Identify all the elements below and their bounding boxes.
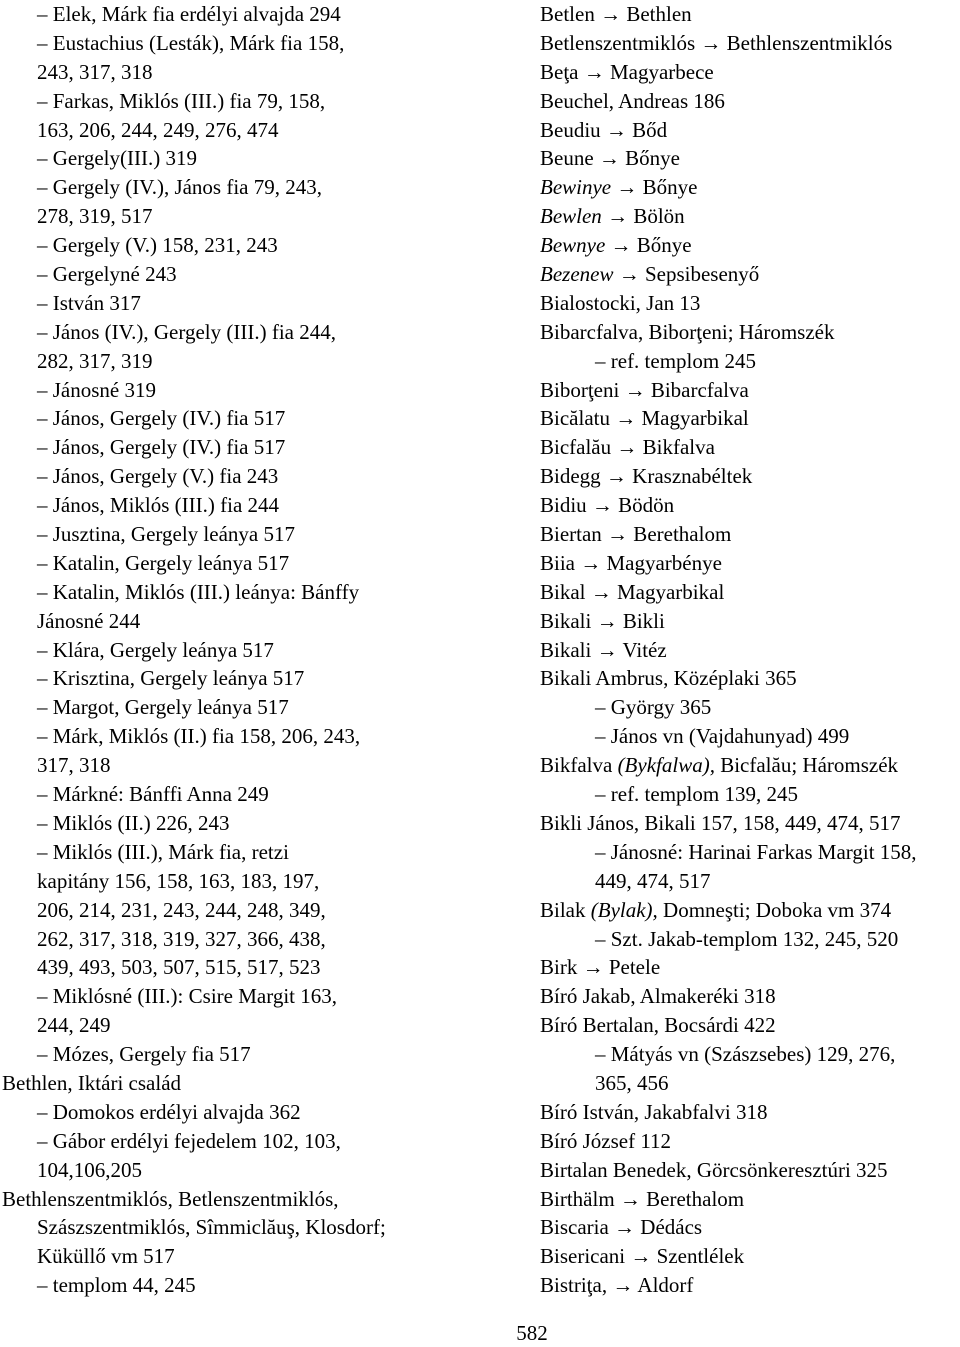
index-entry-line (540, 636, 960, 665)
index-entry-text: Bidegg → Krasznabéltek (540, 464, 753, 489)
index-entry-text: Bialostocki, Jan 13 (540, 290, 701, 315)
index-entry-line (540, 231, 960, 260)
index-entry-text: Beţa → Magyarbece (540, 59, 714, 84)
index-entry-line (540, 376, 960, 405)
index-entry-text: Bíró József 112 (540, 1128, 672, 1153)
index-entry-line (540, 404, 960, 433)
index-entry-line (540, 722, 960, 751)
index-entry-variant: Bewinye (540, 175, 612, 200)
index-entry-line (2, 1069, 472, 1098)
index-entry-text: – Mózes, Gergely fia 517 (37, 1042, 251, 1067)
index-entry-text: – Katalin, Miklós (III.) leánya: Bánffy (37, 579, 360, 604)
index-entry-line (540, 87, 960, 116)
index-entry-text: Beuchel, Andreas 186 (540, 88, 725, 113)
index-entry-line (2, 116, 472, 145)
index-entry-text: – Farkas, Miklós (III.) fia 79, 158, (37, 88, 326, 113)
index-entry-line (540, 1271, 960, 1300)
index-entry-text: 262, 317, 318, 319, 327, 366, 438, (37, 926, 326, 951)
index-entry-text: 317, 318 (37, 753, 111, 778)
index-entry-text: – Gergely (V.) 158, 231, 243 (37, 233, 278, 258)
index-entry-text: → Bőnye (611, 175, 698, 200)
index-entry-text: Bíró István, Jakabfalvi 318 (540, 1099, 768, 1124)
index-entry-line (2, 0, 472, 29)
index-entry-line (540, 982, 960, 1011)
index-entry-variant: (Bykfalwa), (617, 753, 715, 778)
index-entry-text: – Gergely (IV.), János fia 79, 243, (37, 175, 323, 200)
index-entry-line (2, 838, 472, 867)
index-entry-text: Birthälm → Berethalom (540, 1186, 745, 1211)
index-entry-line (2, 29, 472, 58)
index-entry-text: – István 317 (37, 290, 141, 315)
index-entry-text: 282, 317, 319 (37, 348, 153, 373)
index-entry-line (540, 607, 960, 636)
index-entry-text: Bicălatu → Magyarbikal (540, 406, 749, 431)
index-entry-line (2, 462, 472, 491)
index-entry-line (2, 1098, 472, 1127)
index-entry-text: Bikli János, Bikali 157, 158, 449, 474, 517 (540, 810, 901, 835)
index-entry-text: Küküllő vm 517 (37, 1244, 175, 1269)
index-entry-line (2, 693, 472, 722)
index-entry-text: Bikali → Vitéz (540, 637, 667, 662)
index-entry-line (540, 1213, 960, 1242)
index-entry-text: – Miklós (III.), Márk fia, retzi (37, 839, 289, 864)
index-entry-text: – Katalin, Gergely leánya 517 (37, 550, 290, 575)
index-entry-text: → Bőnye (605, 233, 692, 258)
index-entry-text: Biborţeni → Bibarcfalva (540, 377, 749, 402)
index-entry-line (540, 1156, 960, 1185)
index-entry-text: – Krisztina, Gergely leánya 517 (37, 666, 305, 691)
index-entry-variant: Bezenew (540, 262, 614, 287)
index-entry-text: – ref. templom 139, 245 (595, 782, 798, 807)
index-entry-text: – Klára, Gergely leánya 517 (37, 637, 274, 662)
index-entry-line (2, 780, 472, 809)
index-entry-text: Bikfalva (540, 753, 618, 778)
index-entry-line (2, 318, 472, 347)
index-entry-text: Betlenszentmiklós → Bethlenszentmiklós (540, 30, 893, 55)
index-entry-text: – János, Gergely (IV.) fia 517 (37, 406, 286, 431)
index-entry-text: 104,106,205 (37, 1157, 142, 1182)
index-entry-text: Bikal → Magyarbikal (540, 579, 725, 604)
index-entry-line (540, 896, 960, 925)
index-entry-line (540, 1069, 960, 1098)
index-entry-text: – Jánosné: Harinai Farkas Margit 158, (595, 839, 917, 864)
index-entry-variant: Bewnye (540, 233, 606, 258)
index-entry-text: Biscaria → Dédács (540, 1215, 703, 1240)
index-entry-text: Biia → Magyarbénye (540, 550, 722, 575)
index-entry-line (2, 549, 472, 578)
index-entry-line (2, 1156, 472, 1185)
index-entry-text: – János, Gergely (IV.) fia 517 (37, 435, 286, 460)
index-entry-text: 243, 317, 318 (37, 59, 153, 84)
index-entry-line (540, 491, 960, 520)
index-entry-text: Birk → Petele (540, 955, 661, 980)
index-entry-text: Bilak (540, 897, 591, 922)
index-entry-line (540, 116, 960, 145)
index-entry-line (2, 231, 472, 260)
index-entry-text: 244, 249 (37, 1013, 111, 1038)
index-entry-text: – György 365 (595, 695, 712, 720)
index-entry-line (540, 462, 960, 491)
index-entry-text: Beudiu → Bőd (540, 117, 668, 142)
index-entry-text: – Miklós (II.) 226, 243 (37, 810, 230, 835)
index-entry-text: Bidiu → Bödön (540, 493, 675, 518)
index-entry-line (540, 809, 960, 838)
index-entry-line (540, 1040, 960, 1069)
index-entry-line (540, 693, 960, 722)
index-entry-variant: Bewlen (540, 204, 602, 229)
index-entry-line (540, 1185, 960, 1214)
index-entry-text: – János, Gergely (V.) fia 243 (37, 464, 279, 489)
index-entry-text: – Márk, Miklós (II.) fia 158, 206, 243, (37, 724, 361, 749)
index-entry-line (2, 173, 472, 202)
index-entry-text: Birtalan Benedek, Görcsönkeresztúri 325 (540, 1157, 888, 1182)
index-entry-line (2, 664, 472, 693)
index-entry-line (540, 144, 960, 173)
index-entry-line (2, 202, 472, 231)
index-entry-line (540, 1127, 960, 1156)
index-entry-line (540, 549, 960, 578)
index-entry-line (540, 838, 960, 867)
index-entry-text: Bethlen, Iktári család (2, 1070, 182, 1095)
index-entry-line (540, 925, 960, 954)
index-entry-line (2, 896, 472, 925)
page-number: 582 (516, 1321, 548, 1345)
index-entry-variant: (Bylak), (590, 897, 658, 922)
index-entry-text: – Szt. Jakab-templom 132, 245, 520 (595, 926, 899, 951)
index-entry-text: Domneşti; Doboka vm 374 (657, 897, 892, 922)
index-column-right (540, 0, 960, 1300)
index-entry-text: Bicfalău → Bikfalva (540, 435, 715, 460)
index-entry-text: Bíró Bertalan, Bocsárdi 422 (540, 1013, 776, 1038)
index-entry-line (2, 636, 472, 665)
index-entry-text: – Elek, Márk fia erdélyi alvajda 294 (37, 2, 341, 26)
index-entry-line (540, 202, 960, 231)
index-entry-line (2, 520, 472, 549)
index-entry-text: – Margot, Gergely leánya 517 (37, 695, 289, 720)
index-entry-text: – János vn (Vajdahunyad) 499 (595, 724, 850, 749)
index-entry-line (540, 664, 960, 693)
index-entry-text: 278, 319, 517 (37, 204, 153, 229)
index-entry-text: – János (IV.), Gergely (III.) fia 244, (37, 319, 336, 344)
index-entry-line (2, 751, 472, 780)
index-entry-line (540, 173, 960, 202)
index-column-left (2, 0, 472, 1300)
index-entry-text: Bibarcfalva, Biborţeni; Háromszék (540, 319, 835, 344)
index-entry-line (2, 607, 472, 636)
index-entry-text: 449, 474, 517 (595, 868, 711, 893)
index-entry-text: Beune → Bőnye (540, 146, 680, 171)
index-entry-line (540, 867, 960, 896)
index-entry-text: Bistriţa, → Aldorf (540, 1273, 694, 1298)
index-entry-line (2, 491, 472, 520)
index-entry-text: Betlen → Bethlen (540, 2, 692, 26)
index-entry-text: Szászszentmiklós, Sîmmiclăuş, Klosdorf; (37, 1215, 386, 1240)
index-entry-line (540, 751, 960, 780)
index-entry-line (2, 347, 472, 376)
index-entry-text: Bisericani → Szentlélek (540, 1244, 745, 1269)
index-entry-line (2, 260, 472, 289)
index-entry-text: – Gergely(III.) 319 (37, 146, 197, 171)
index-entry-line (2, 1213, 472, 1242)
index-entry-line (2, 433, 472, 462)
index-entry-line (2, 578, 472, 607)
index-entry-line (2, 144, 472, 173)
index-entry-line (2, 58, 472, 87)
index-entry-line (2, 1040, 472, 1069)
index-entry-line (2, 1127, 472, 1156)
index-entry-line (2, 867, 472, 896)
index-entry-line (2, 1011, 472, 1040)
index-entry-text: 439, 493, 503, 507, 515, 517, 523 (37, 955, 321, 980)
index-entry-line (2, 925, 472, 954)
index-entry-text: – Jánosné 319 (37, 377, 156, 402)
index-entry-text: – Mátyás vn (Szászsebes) 129, 276, (595, 1042, 896, 1067)
index-entry-text: – Eustachius (Lesták), Márk fia 158, (37, 30, 345, 55)
index-entry-text: – Miklósné (III.): Csire Margit 163, (37, 984, 337, 1009)
index-entry-line (2, 404, 472, 433)
index-entry-line (540, 260, 960, 289)
index-entry-line (540, 289, 960, 318)
index-entry-text: – ref. templom 245 (595, 348, 756, 373)
index-entry-text: – Márkné: Bánffi Anna 249 (37, 782, 269, 807)
index-entry-text: 163, 206, 244, 249, 276, 474 (37, 117, 279, 142)
index-entry-text: – Domokos erdélyi alvajda 362 (37, 1099, 301, 1124)
index-entry-line (540, 58, 960, 87)
index-entry-line (2, 809, 472, 838)
index-entry-text: – Gergelyné 243 (37, 262, 177, 287)
index-entry-text: Bikali Ambrus, Középlaki 365 (540, 666, 797, 691)
index-entry-line (540, 578, 960, 607)
index-entry-text: – János, Miklós (III.) fia 244 (37, 493, 280, 518)
index-entry-text: Bikali → Bikli (540, 608, 665, 633)
index-entry-text: – templom 44, 245 (37, 1273, 196, 1298)
index-entry-line (540, 1098, 960, 1127)
index-entry-text: → Sepsibesenyő (613, 262, 760, 287)
index-entry-text: 206, 214, 231, 243, 244, 248, 349, (37, 897, 326, 922)
index-entry-text: → Bölön (601, 204, 685, 229)
index-entry-text: – Jusztina, Gergely leánya 517 (37, 522, 295, 547)
index-entry-line (540, 520, 960, 549)
index-entry-text: kapitány 156, 158, 163, 183, 197, (37, 868, 320, 893)
index-entry-line (540, 0, 960, 29)
index-entry-line (2, 1185, 472, 1214)
index-entry-line (2, 982, 472, 1011)
index-entry-line (540, 1242, 960, 1271)
index-entry-line (540, 953, 960, 982)
index-entry-line (540, 1011, 960, 1040)
index-entry-text: Bíró Jakab, Almakeréki 318 (540, 984, 776, 1009)
index-entry-text: Biertan → Berethalom (540, 522, 732, 547)
index-entry-line (2, 376, 472, 405)
index-entry-line (540, 347, 960, 376)
index-entry-line (2, 1242, 472, 1271)
index-entry-line (540, 780, 960, 809)
index-entry-line (540, 433, 960, 462)
index-entry-line (540, 29, 960, 58)
index-entry-text: – Gábor erdélyi fejedelem 102, 103, (37, 1128, 341, 1153)
index-entry-line (2, 1271, 472, 1300)
index-entry-text: Jánosné 244 (37, 608, 141, 633)
index-entry-text: Bicfalău; Háromszék (714, 753, 899, 778)
index-entry-line (540, 318, 960, 347)
index-entry-line (2, 289, 472, 318)
index-entry-text: Bethlenszentmiklós, Betlenszentmiklós, (2, 1186, 339, 1211)
index-entry-line (2, 953, 472, 982)
index-entry-line (2, 87, 472, 116)
index-entry-text: 365, 456 (595, 1070, 669, 1095)
index-entry-line (2, 722, 472, 751)
